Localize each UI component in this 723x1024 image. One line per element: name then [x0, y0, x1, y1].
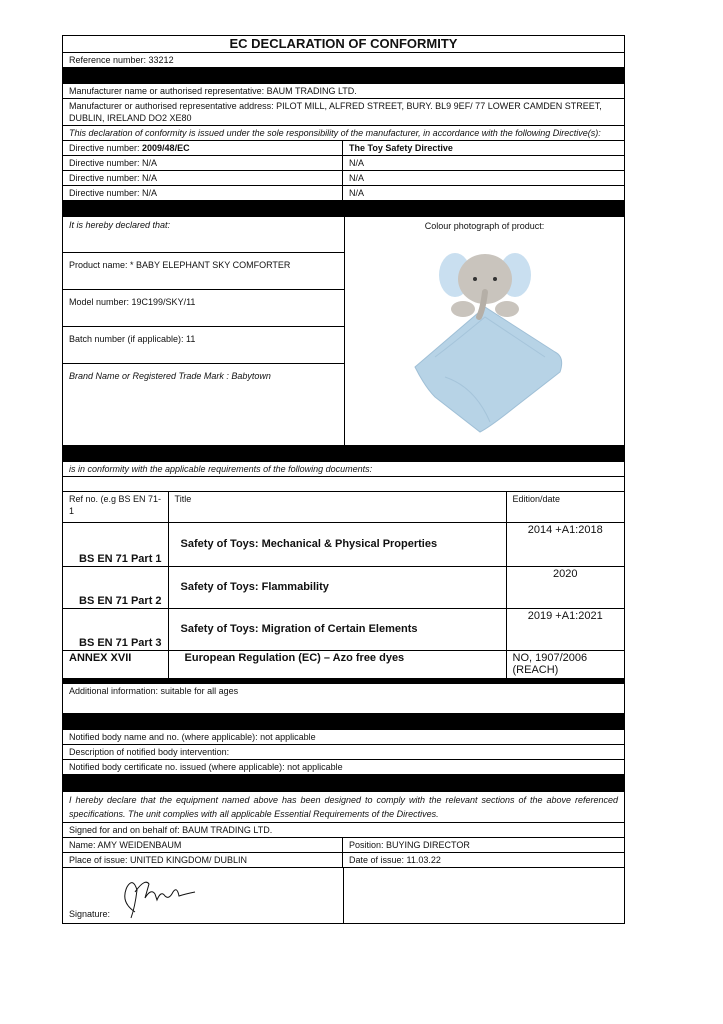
reference-number: Reference number: 33212	[63, 53, 624, 68]
standard-title: European Regulation (EC) – Azo free dyes	[168, 650, 506, 678]
table-row	[63, 608, 624, 650]
conformity-statement: is in conformity with the applicable requirements of the following documents:	[63, 462, 624, 477]
directive-row	[63, 171, 624, 186]
manufacturer-name: Manufacturer name or authorised representative: BAUM TRADING LTD.	[63, 84, 624, 99]
declaration-document	[62, 35, 625, 924]
date-of-issue: Date of issue: 11.03.22	[349, 855, 441, 865]
standards-table-wrap	[63, 492, 624, 679]
product-name: Product name: * BABY ELEPHANT SKY COMFORTER	[63, 253, 344, 290]
black-divider	[63, 775, 624, 792]
signatory-name: Name: AMY WEIDENBAUM	[63, 838, 343, 852]
standard-ref: ANNEX XVII	[63, 650, 168, 678]
edition-header: Edition/date	[506, 492, 624, 522]
black-divider	[63, 714, 624, 730]
place-of-issue: Place of issue: UNITED KINGDOM/ DUBLIN	[63, 853, 343, 867]
signature-label: Signature:	[69, 909, 111, 919]
photo-label: Colour photograph of product:	[424, 221, 545, 231]
product-photo	[395, 247, 575, 437]
signatory-position: Position: BUYING DIRECTOR	[349, 840, 470, 850]
ref-header: Ref no. (e.g BS EN 71-1	[63, 492, 168, 522]
standard-ref: BS EN 71 Part 2	[63, 566, 168, 608]
directive-name: N/A	[349, 173, 365, 183]
place-date-row	[63, 853, 624, 868]
declaration-statement: I hereby declare that the equipment named above has been designed to comply with the relevant sections of the above referenced specifications. The unit complies with all applicable Essential Requirements of the Directives.	[63, 792, 624, 823]
notified-description: Description of notified body intervention:	[63, 745, 624, 760]
standards-table	[63, 492, 624, 678]
table-row	[63, 522, 624, 566]
title-header: Title	[168, 492, 506, 522]
name-position-row	[63, 838, 624, 853]
handwritten-signature	[115, 872, 215, 920]
black-divider	[63, 68, 624, 84]
product-section	[63, 217, 624, 446]
table-header-row	[63, 492, 624, 522]
responsibility-statement: This declaration of conformity is issued under the sole responsibility of the manufacturer, in accordance with the following Directive(s):	[63, 126, 624, 141]
directive-name: The Toy Safety Directive	[349, 143, 453, 153]
directive-number-label: Directive number: N/A	[63, 156, 343, 170]
declared-statement: It is hereby declared that:	[63, 217, 344, 253]
model-number: Model number: 19C199/SKY/11	[63, 290, 344, 327]
table-row	[63, 566, 624, 608]
manufacturer-address: Manufacturer or authorised representative address: PILOT MILL, ALFRED STREET, BURY. BL9 9EF/ 77 LOWER CAMDEN STREET, DUBLIN, IRELAND DO2 XE80	[63, 99, 624, 126]
directive-name: N/A	[349, 158, 365, 168]
spacer-row	[63, 477, 624, 492]
black-divider	[63, 201, 624, 217]
standard-title: Safety of Toys: Flammability	[168, 566, 506, 608]
brand-name: Brand Name or Registered Trade Mark : Babytown	[69, 371, 271, 381]
standard-edition: 2019 +A1:2021	[506, 608, 624, 650]
standard-edition: 2014 +A1:2018	[506, 522, 624, 566]
standard-ref: BS EN 71 Part 1	[63, 522, 168, 566]
directive-number-value: 2009/48/EC	[142, 143, 190, 153]
additional-info: Additional information: suitable for all ages	[63, 684, 624, 714]
directive-name: N/A	[349, 188, 365, 198]
directive-number-label: Directive number: N/A	[63, 171, 343, 185]
black-divider	[63, 446, 624, 462]
batch-number: Batch number (if applicable): 11	[63, 327, 344, 364]
directive-number-label: Directive number:	[69, 143, 143, 153]
standard-title: Safety of Toys: Migration of Certain Elements	[168, 608, 506, 650]
directive-row	[63, 156, 624, 171]
table-row	[63, 650, 624, 678]
notified-certificate: Notified body certificate no. issued (where applicable): not applicable	[63, 760, 624, 775]
standard-ref: BS EN 71 Part 3	[63, 608, 168, 650]
standard-edition: 2020	[506, 566, 624, 608]
signed-for: Signed for and on behalf of: BAUM TRADING LTD.	[63, 823, 624, 838]
directive-row	[63, 141, 624, 156]
directive-row	[63, 186, 624, 201]
standard-edition: NO, 1907/2006 (REACH)	[512, 651, 588, 676]
signature-row	[63, 868, 624, 923]
directive-number-label: Directive number: N/A	[63, 186, 343, 200]
standard-title: Safety of Toys: Mechanical & Physical Properties	[168, 522, 506, 566]
document-title: EC DECLARATION OF CONFORMITY	[63, 36, 624, 53]
notified-body: Notified body name and no. (where applicable): not applicable	[63, 730, 624, 745]
